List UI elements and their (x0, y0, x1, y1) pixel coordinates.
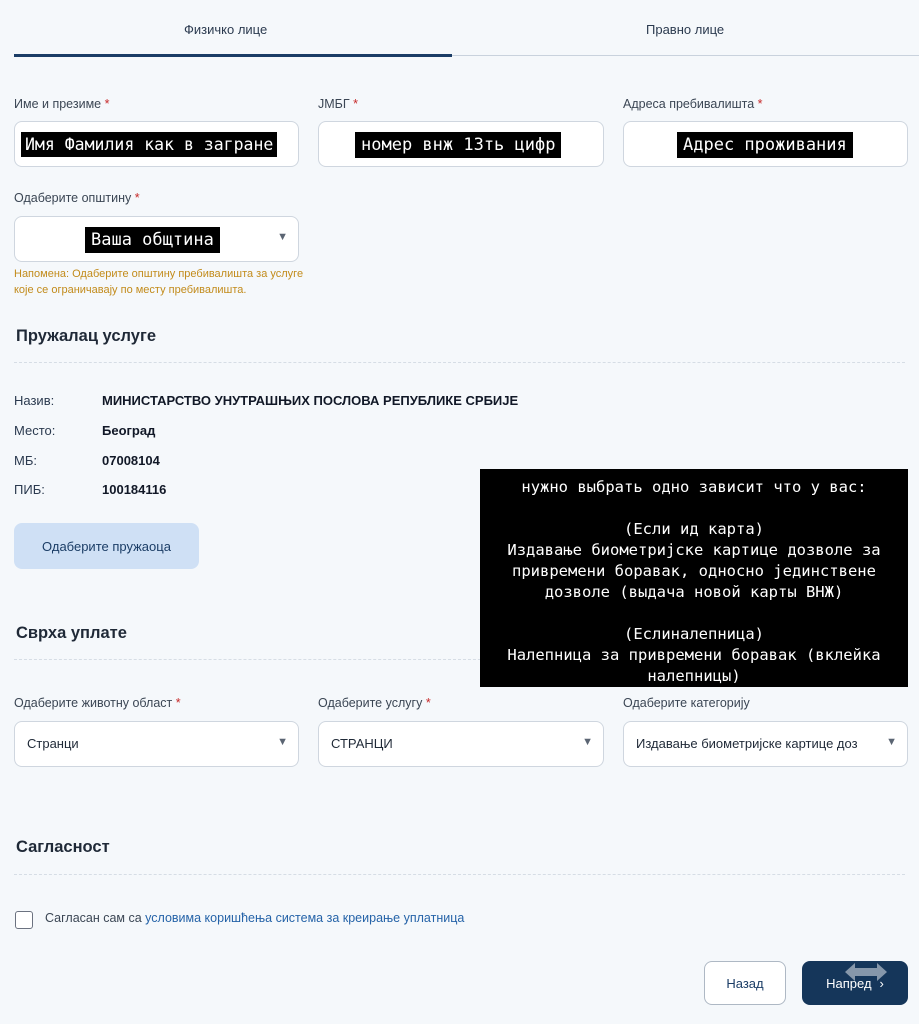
municipality-annotation: Ваша общтина (85, 227, 220, 253)
area-label: Одаберите животну област * (14, 696, 181, 710)
annotation-line: (Если ид карта) (624, 520, 764, 538)
provider-city-key: Место: (14, 423, 56, 438)
chevron-down-icon: ▼ (886, 736, 897, 748)
provider-name-key: Назив: (14, 393, 55, 408)
provider-mb-value: 07008104 (102, 453, 160, 468)
provider-name-value: МИНИСТАРСТВО УНУТРАШЊИХ ПОСЛОВА РЕПУБЛИКЕ СРБИЈЕ (102, 393, 519, 408)
provider-city-value: Београд (102, 423, 156, 438)
next-button-label: Напред (826, 975, 872, 991)
section-divider (14, 362, 905, 363)
chevron-down-icon: ▼ (582, 736, 593, 748)
provider-mb-key: МБ: (14, 453, 37, 468)
chevron-down-icon: ▼ (277, 736, 288, 748)
category-select[interactable] (623, 721, 908, 767)
name-label: Име и презиме * (14, 97, 110, 111)
jmbg-label: ЈМБГ * (318, 97, 358, 111)
consent-section-title: Сагласност (16, 838, 110, 856)
chevron-right-icon: › (879, 975, 884, 991)
category-value: Издавање биометријске картице доз (636, 736, 858, 751)
select-provider-button[interactable]: Одаберите пружаоца (14, 523, 199, 569)
address-field[interactable] (623, 121, 908, 167)
name-field[interactable] (14, 121, 299, 167)
consent-checkbox[interactable] (15, 911, 33, 929)
category-label: Одаберите категорију (623, 696, 750, 710)
consent-text: Сагласан сам са условима коришћења система за креирање уплатница (45, 911, 465, 925)
cursor-icon (845, 961, 887, 983)
name-annotation: Имя Фамилия как в загране (21, 132, 277, 157)
tab-legal[interactable]: Правно лице (646, 22, 725, 37)
jmbg-field[interactable] (318, 121, 604, 167)
service-select[interactable] (318, 721, 604, 767)
provider-pib-key: ПИБ: (14, 482, 45, 497)
jmbg-annotation: номер внж 13ть цифр (355, 132, 561, 158)
municipality-select[interactable] (14, 216, 299, 262)
address-annotation: Адрес проживания (677, 132, 853, 158)
annotation-line: нужно выбрать одно зависит что у вас: (521, 478, 867, 496)
annotation-line: (Еслиналепница) (624, 625, 764, 643)
provider-section-title: Пружалац услуге (16, 327, 156, 345)
terms-link[interactable]: условима коришћења система за креирање уплатница (145, 911, 465, 925)
address-label: Адреса пребивалишта * (623, 97, 763, 111)
area-select[interactable] (14, 721, 299, 767)
annotation-line: Издавање биометријске картице дозволе за привремени боравак, односно јединствене дозволе (выдача новой карты ВНЖ) (507, 541, 890, 601)
municipality-label: Одаберите општину * (14, 191, 140, 205)
tab-divider (452, 55, 919, 56)
annotation-line: Налепница за привремени боравак (вклейка налепницы) (507, 646, 890, 685)
chevron-down-icon: ▼ (277, 231, 288, 243)
payment-section-title: Сврха уплате (16, 624, 127, 642)
section-divider (14, 874, 905, 875)
entity-tabs (14, 0, 919, 58)
service-value: СТРАНЦИ (331, 736, 393, 751)
service-label: Одаберите услугу * (318, 696, 431, 710)
active-tab-indicator (14, 54, 452, 57)
instruction-annotation (480, 469, 908, 687)
annotation-line (480, 498, 908, 519)
provider-pib-value: 100184116 (102, 482, 167, 497)
area-value: Странци (27, 736, 79, 751)
tab-individual[interactable]: Физичко лице (184, 22, 268, 37)
annotation-line (480, 603, 908, 624)
municipality-note: Напомена: Одаберите општину пребивалишта за услуге које се ограничавају по месту пребивалишта. (14, 268, 304, 296)
back-button[interactable]: Назад (704, 961, 786, 1005)
